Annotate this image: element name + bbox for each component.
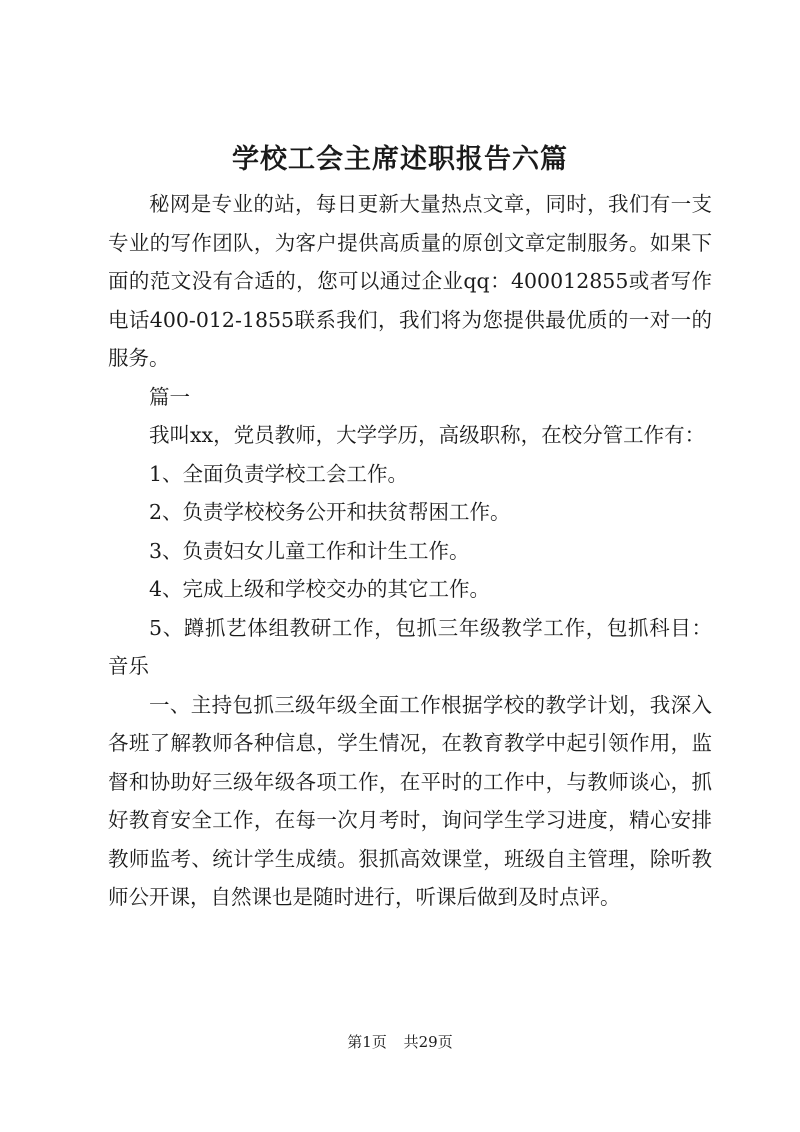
page-footer [0, 1032, 800, 1052]
body-paragraph: 我叫xx，党员教师，大学学历，高级职称，在校分管工作有： [149, 423, 706, 447]
list-item: 5、蹲抓艺体组教研工作，包抓三年级教学工作，包抓科目：音乐 [108, 615, 712, 678]
page-title: 学校工会主席述职报告六篇 [232, 144, 568, 175]
list-item: 3、负责妇女儿童工作和计生工作。 [149, 538, 470, 563]
page-number: 第1页 [347, 1033, 387, 1051]
list-item: 2、负责学校校务公开和扶贫帮困工作。 [149, 500, 511, 524]
intro-paragraph: 秘网是专业的站，每日更新大量热点文章，同时，我们有一支专业的写作团队，为客户提供高质量的原创文章定制服务。如果下面的范文没有合适的，您可以通过企业qq：400012855或者写作电话400-012-1855联系我们，我们将为您提供最优质的一对一的服务。 [108, 192, 712, 370]
page-total: 共29页 [403, 1033, 453, 1051]
section-heading: 篇一 [149, 384, 190, 409]
list-item: 1、全面负责学校工会工作。 [149, 461, 409, 486]
document-body [108, 185, 712, 917]
body-paragraph: 一、主持包抓三级年级全面工作根据学校的教学计划，我深入各班了解教师各种信息，学生情况，在教育教学中起引领作用，监督和协助好三级年级各项工作，在平时的工作中，与教师谈心，抓好教育安全工作，在每一次月考时，询问学生学习进度，精心安排教师监考、统计学生成绩。狠抓高效课堂，班级自主管理，除听教师公开课，自然课也是随时进行，听课后做到及时点评。 [108, 692, 712, 909]
list-item: 4、完成上级和学校交办的其它工作。 [149, 577, 491, 601]
